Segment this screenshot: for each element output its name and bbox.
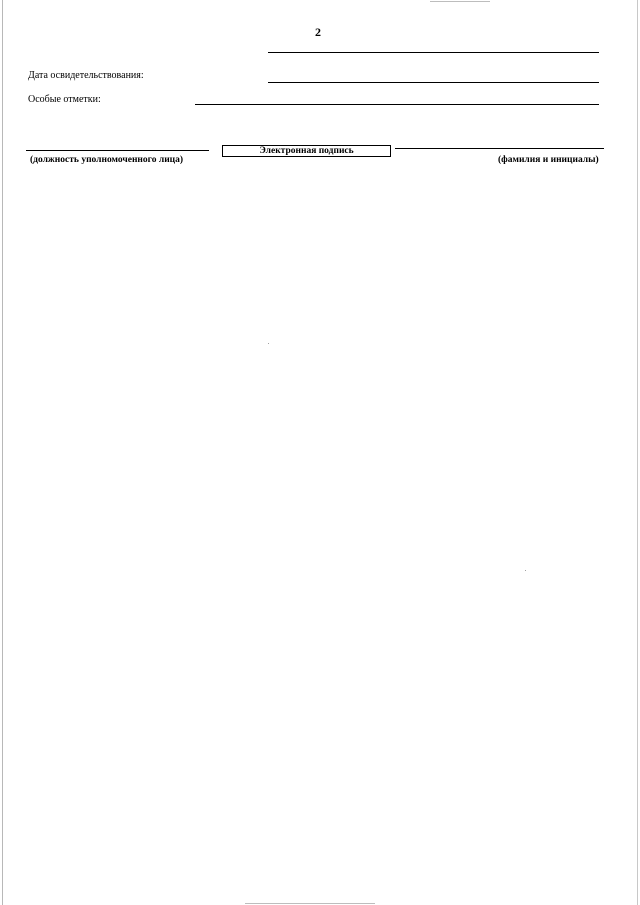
exam-date-label: Дата освидетельствования: (28, 70, 144, 81)
scan-speck (525, 570, 526, 571)
blank-line-top (268, 52, 599, 53)
position-line (26, 150, 209, 151)
exam-date-line (268, 82, 599, 83)
scan-edge-right (637, 0, 638, 905)
scan-edge-left (2, 0, 3, 905)
scan-edge-bottom (245, 903, 375, 904)
name-caption: (фамилия и инициалы) (498, 155, 599, 165)
electronic-signature-box: Электронная подпись (222, 145, 391, 157)
special-notes-label: Особые отметки: (28, 94, 101, 105)
name-line (395, 148, 604, 149)
scan-edge-top (430, 1, 490, 2)
special-notes-line (195, 104, 599, 105)
page-number: 2 (315, 25, 321, 39)
scan-speck (268, 343, 269, 344)
position-caption: (должность уполномоченного лица) (30, 155, 184, 165)
